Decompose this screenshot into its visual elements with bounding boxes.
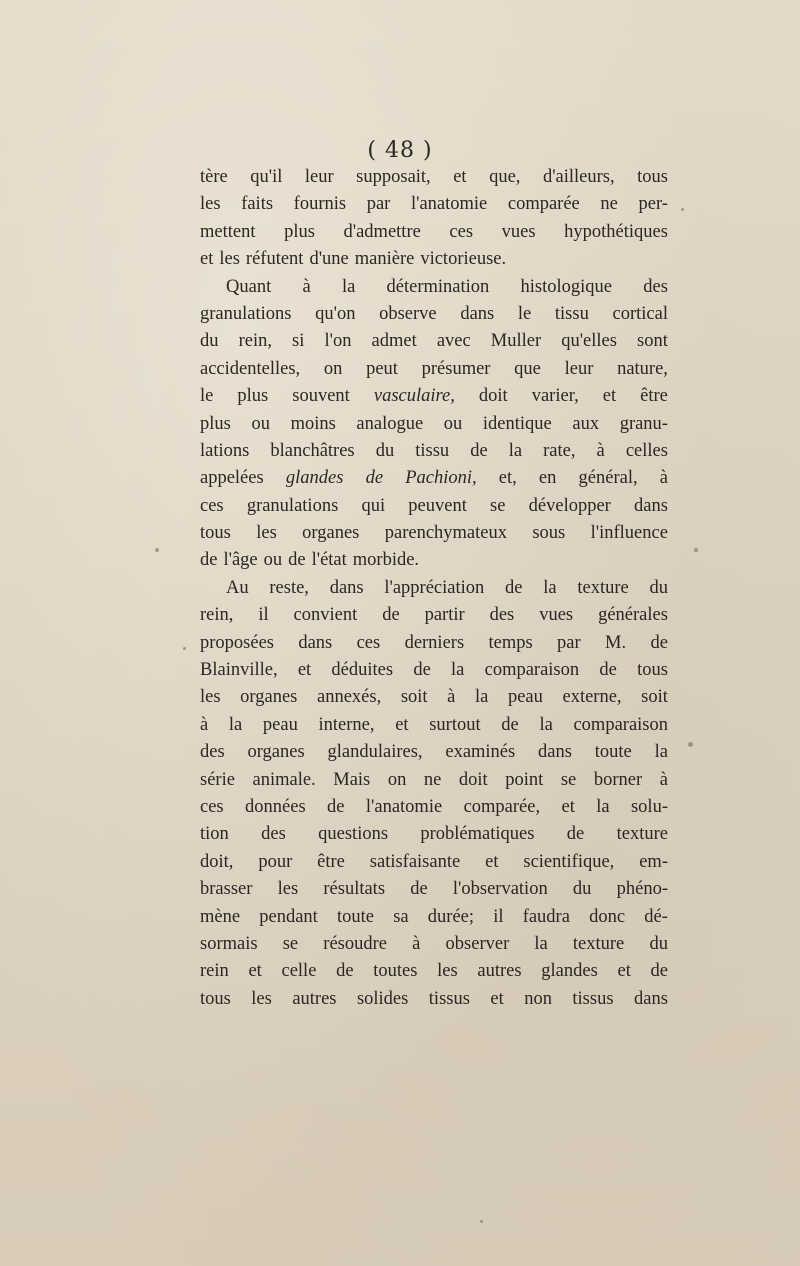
word: résoudre [323, 933, 387, 954]
word: vues [539, 605, 574, 626]
word: l'anatomie [365, 796, 443, 817]
word: borner [593, 769, 643, 790]
word: dans [329, 577, 364, 598]
word: et [453, 167, 467, 187]
word: aux [572, 413, 600, 434]
text-line [200, 164, 668, 191]
word: doit, [200, 851, 234, 872]
word: toute [337, 906, 374, 927]
word: général, [578, 468, 638, 489]
word: Quant [226, 276, 272, 297]
word: granu- [619, 413, 668, 434]
word: observe [379, 303, 437, 324]
word: ou [263, 550, 283, 571]
word: histologique [520, 276, 613, 297]
word: et [395, 714, 409, 735]
word: de [410, 879, 428, 900]
text-line [200, 712, 668, 739]
word: toutes [373, 961, 418, 982]
word: de [336, 961, 354, 982]
word: réfutent [245, 249, 304, 270]
word: série [200, 769, 235, 790]
text-line [200, 411, 668, 438]
paper-speck [694, 548, 698, 552]
word: les [256, 523, 277, 544]
word: soit [641, 687, 668, 708]
word: scientifique, [523, 851, 615, 872]
word: l'appréciation [384, 577, 485, 598]
word: satisfaisante [369, 851, 461, 872]
word: convient [293, 605, 358, 626]
word: pour [258, 851, 293, 872]
word: temps [488, 632, 533, 653]
word: organes [247, 742, 305, 763]
word: plus [237, 386, 269, 407]
word: la [474, 687, 489, 708]
word: externe, [562, 687, 622, 708]
word: la [543, 577, 557, 598]
word: à [596, 440, 605, 461]
word: peut [366, 358, 398, 379]
word: texture [572, 933, 625, 954]
body-text [200, 164, 668, 1013]
word: que [514, 358, 541, 379]
word: à [659, 468, 668, 489]
word: rate, [543, 440, 576, 461]
paper-speck [688, 742, 693, 747]
text-line [200, 630, 668, 657]
word: tissu [554, 303, 589, 324]
word: qu'elles [561, 331, 617, 352]
word: cortical [612, 303, 668, 324]
word: leur [304, 167, 334, 187]
word: peuvent [408, 495, 467, 516]
word: du [649, 577, 668, 598]
word: fournis [293, 194, 347, 215]
text-line [200, 684, 668, 711]
word: de [599, 660, 617, 681]
word: si [292, 331, 305, 352]
word: les [200, 687, 221, 708]
word: les [437, 961, 458, 982]
word: qu'on [315, 303, 356, 324]
word: varier, [531, 386, 579, 407]
word: tissus [572, 988, 614, 1009]
text-line [200, 356, 668, 383]
word: de [566, 824, 585, 845]
word: faudra [522, 906, 570, 927]
word: d'admettre [343, 221, 421, 242]
word: de [288, 550, 306, 571]
text-line [200, 739, 668, 766]
text-line [200, 986, 668, 1013]
word: présumer [421, 358, 491, 379]
word: annexés, [316, 687, 382, 708]
word: rein, [200, 605, 234, 626]
word: être [317, 851, 345, 872]
word: identique [482, 413, 552, 434]
word: se [490, 495, 506, 516]
word: reste, [269, 577, 309, 598]
word: leur [564, 358, 594, 379]
word: Au [226, 577, 249, 598]
word: manière [354, 249, 415, 270]
word: admet [371, 331, 417, 352]
word: morbide. [352, 550, 420, 571]
word: glandulaires, [327, 742, 423, 763]
word: et [200, 249, 214, 270]
word: d'ailleurs, [542, 167, 615, 187]
word: em- [639, 851, 668, 872]
word: ou [443, 413, 463, 434]
word: supposait, [356, 167, 431, 187]
word: et [490, 988, 504, 1009]
word: de [470, 440, 488, 461]
word: et [297, 660, 312, 681]
word: déduites [331, 660, 394, 681]
word: doit [458, 769, 488, 790]
word: phéno- [616, 879, 668, 900]
word: analogue [356, 413, 424, 434]
word: la [228, 714, 243, 735]
word: l'influence [590, 523, 668, 544]
word: hypothétiques [564, 221, 668, 242]
text-line [200, 547, 668, 574]
word: la [508, 440, 523, 461]
word: brasser [200, 879, 253, 900]
text-line [200, 821, 668, 848]
word: doit [478, 386, 508, 407]
word: de [505, 577, 523, 598]
word: faits [241, 194, 274, 215]
word: par [366, 194, 391, 215]
word: tous [200, 523, 231, 544]
text-line [200, 958, 668, 985]
word: sont [637, 331, 668, 352]
word: et, [498, 468, 517, 489]
text-line [200, 191, 668, 218]
word: dé- [644, 906, 668, 927]
word: observer [445, 933, 510, 954]
word: l'anatomie [410, 194, 488, 215]
word: vues [501, 221, 536, 242]
word: donc [589, 906, 626, 927]
word: point [505, 769, 544, 790]
word: et [248, 961, 262, 982]
word: la [654, 742, 668, 763]
word: tous [637, 167, 668, 187]
word: appelées [200, 468, 264, 489]
word: de [650, 961, 668, 982]
word: le [517, 303, 532, 324]
text-line [200, 219, 668, 246]
word: pendant [259, 906, 318, 927]
word: toute [594, 742, 632, 763]
text-line [200, 602, 668, 629]
word: et [561, 796, 575, 817]
word: les [277, 879, 299, 900]
page-number: ( 48 ) [367, 138, 433, 163]
word: à [200, 714, 209, 735]
word: il [258, 605, 269, 626]
word: autres [477, 961, 522, 982]
word: blanchâtres [270, 440, 355, 461]
word: ces [356, 632, 381, 653]
word: de [650, 632, 668, 653]
word: partir [424, 605, 465, 626]
text-line [200, 274, 668, 301]
word: le [200, 386, 214, 407]
word: peau [507, 687, 543, 708]
word: l'observation [452, 879, 548, 900]
word: les [219, 249, 240, 270]
text-line [200, 849, 668, 876]
text-line [200, 383, 668, 410]
word: de [382, 605, 400, 626]
word: comparaison [573, 714, 668, 735]
word: de [501, 714, 519, 735]
word: résultats [323, 879, 386, 900]
word: la [539, 714, 553, 735]
word: et [485, 851, 499, 872]
word: par [557, 632, 581, 653]
word: comparée [507, 194, 580, 215]
word: dans [298, 632, 333, 653]
word: vasculaire, [373, 386, 455, 407]
word: dans [460, 303, 495, 324]
word: tion [200, 824, 229, 845]
word: nature, [617, 358, 668, 379]
word: à [412, 933, 421, 954]
paper-speck [681, 208, 684, 211]
word: lations [200, 440, 250, 461]
word: M. [605, 632, 627, 653]
word: à [302, 276, 311, 297]
word: texture [577, 577, 629, 598]
text-line [200, 575, 668, 602]
word: des [643, 276, 668, 297]
word: Muller [490, 331, 542, 352]
word: tissu [415, 440, 450, 461]
word: Pachioni, [405, 468, 477, 489]
word: plus [200, 413, 231, 434]
word: parenchymateux [384, 523, 507, 544]
word: du [375, 440, 395, 461]
text-line [200, 520, 668, 547]
word: être [640, 386, 668, 407]
word: non [524, 988, 552, 1009]
text-line [200, 794, 668, 821]
word: dans [634, 988, 668, 1009]
word: comparaison [484, 660, 580, 681]
word: la [451, 660, 465, 681]
paper-speck [155, 548, 159, 552]
word: autres [292, 988, 337, 1009]
word: ne [600, 194, 618, 215]
word: l'âge [223, 550, 258, 571]
word: tous [637, 660, 668, 681]
word: mettent [200, 221, 256, 242]
word: ces [200, 495, 224, 516]
word: tous [200, 988, 231, 1009]
word: que, [489, 167, 521, 187]
word: Blainville, [200, 660, 278, 681]
text-line [200, 876, 668, 903]
word: se [560, 769, 577, 790]
word: les [200, 194, 221, 215]
word: questions [318, 824, 389, 845]
word: ou [251, 413, 270, 434]
text-line [200, 465, 668, 492]
word: la [341, 276, 356, 297]
word: texture [616, 824, 668, 845]
word: des [200, 742, 225, 763]
text-line [200, 931, 668, 958]
word: durée; [427, 906, 475, 927]
word: rein, [238, 331, 272, 352]
word: interne, [318, 714, 375, 735]
word: souvent [292, 386, 350, 407]
word: dans [634, 495, 668, 516]
word: il [493, 906, 504, 927]
word: moins [290, 413, 336, 434]
text-line [200, 493, 668, 520]
word: sormais [200, 933, 258, 954]
text-line [200, 246, 668, 273]
word: du [649, 933, 668, 954]
word: des [261, 824, 286, 845]
word: de [413, 660, 431, 681]
word: granulations [246, 495, 339, 516]
paper-speck [480, 1220, 483, 1223]
word: se [282, 933, 299, 954]
word: examinés [445, 742, 516, 763]
word: per- [638, 194, 668, 215]
word: de [365, 468, 384, 489]
word: du [572, 879, 592, 900]
word: l'on [324, 331, 352, 352]
word: comparée, [463, 796, 541, 817]
word: de [200, 550, 218, 571]
word: tissus [428, 988, 470, 1009]
text-line [200, 301, 668, 328]
word: à [447, 687, 456, 708]
word: la [596, 796, 610, 817]
word: Mais [333, 769, 371, 790]
word: qui [361, 495, 386, 516]
word: soit [400, 687, 428, 708]
word: rein [200, 961, 229, 982]
word: tère [200, 167, 228, 187]
word: derniers [404, 632, 465, 653]
word: d'une [309, 249, 349, 270]
word: ne [423, 769, 442, 790]
word: glandes [285, 468, 344, 489]
word: dans [538, 742, 572, 763]
word: organes [240, 687, 298, 708]
word: données [245, 796, 306, 817]
word: celle [281, 961, 317, 982]
word: mène [200, 906, 241, 927]
word: sa [393, 906, 409, 927]
word: et [617, 961, 631, 982]
word: avec [436, 331, 471, 352]
word: détermination [386, 276, 490, 297]
text-line [200, 767, 668, 794]
word: du [200, 331, 219, 352]
word: la [534, 933, 548, 954]
word: l'état [311, 550, 347, 571]
word: ces [200, 796, 224, 817]
word: générales [598, 605, 668, 626]
word: on [387, 769, 407, 790]
word: et [602, 386, 617, 407]
word: proposées [200, 632, 274, 653]
word: à [659, 769, 668, 790]
word: animale. [252, 769, 316, 790]
word: glandes [541, 961, 598, 982]
word: problématiques [420, 824, 535, 845]
word: qu'il [250, 167, 283, 187]
word: granulations [200, 303, 292, 324]
word: on [323, 358, 343, 379]
text-line [200, 904, 668, 931]
word: solides [356, 988, 409, 1009]
word: victorieuse. [420, 249, 507, 270]
word: solu- [630, 796, 668, 817]
word: sous [532, 523, 566, 544]
word: peau [262, 714, 298, 735]
paper-speck [183, 647, 186, 650]
word: des [489, 605, 515, 626]
word: développer [528, 495, 611, 516]
word: plus [284, 221, 315, 242]
word: surtout [429, 714, 481, 735]
text-line [200, 657, 668, 684]
text-line [200, 438, 668, 465]
word: celles [625, 440, 668, 461]
word: de [327, 796, 345, 817]
word: accidentelles, [200, 358, 301, 379]
word: en [538, 468, 557, 489]
text-line [200, 328, 668, 355]
word: ces [449, 221, 474, 242]
word: les [251, 988, 272, 1009]
word: organes [302, 523, 360, 544]
